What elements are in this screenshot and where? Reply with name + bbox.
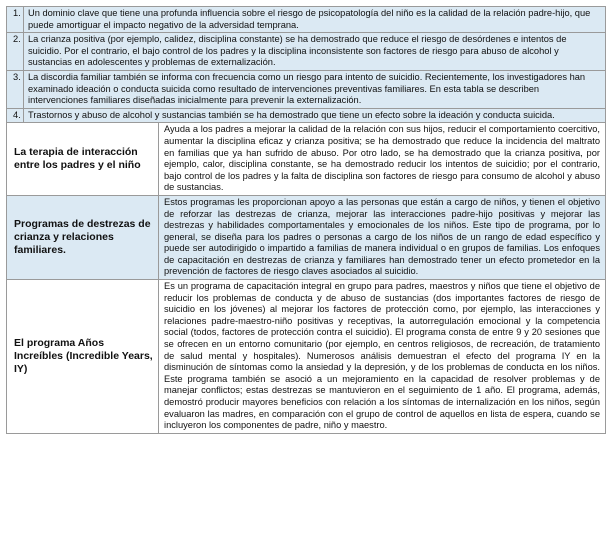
intro-text: Trastornos y abuso de alcohol y sustancias también se ha demostrado que tiene un efecto sobre la ideación y conducta suicida. [24, 108, 606, 123]
intro-number: 1. [7, 7, 24, 33]
intro-text: Un dominio clave que tiene una profunda influencia sobre el riesgo de psicopatología del niño es la calidad de la relación padre-hijo, que puede amortiguar el impacto negativo de la adversidad temprana. [24, 7, 606, 33]
interventions-table [6, 6, 606, 434]
intro-number: 4. [7, 108, 24, 123]
intro-text: La crianza positiva (por ejemplo, calidez, disciplina constante) se ha demostrado que reduce el riesgo de desórdenes e intentos de suicidio. Por el contrario, el bajo control de los padres y la disciplina inconsistente son factores de riesgo para abuso de alcohol y sustancias en adolescentes y problemas de externalización. [24, 33, 606, 71]
program-row-pcit [7, 123, 606, 196]
intro-row [7, 7, 606, 33]
program-name: La terapia de interacción entre los padres y el niño [7, 123, 159, 196]
document-page [6, 6, 606, 434]
intro-text: La discordia familiar también se informa con frecuencia como un riesgo para intento de suicidio. Recientemente, los investigadores han examinado ideación o conducta suicida como resultado de intervenciones preventivas familiares. En esta tabla se describen intervenciones familiares diseñadas inicialmente para prevenir la externalización. [24, 70, 606, 108]
program-row-parenting-skills [7, 195, 606, 279]
program-description: Estos programas les proporcionan apoyo a las personas que están a cargo de niños, y tienen el objetivo de reforzar las destrezas de crianza, mejorar las interacciones padre-hijo positivas y mejorar las destrezas y habilidades comportamentales y emocionales de los niños. Este tipo de programa, por lo general, se diseña para los padres o personas a cargo de los niños de un rango de edad específico y puede ser autodirigido o impartido a familias de manera individual o en grupos de familias. Los enfoques de capacitación en destrezas de crianza y familiares han demostrado tener un efecto prometedor en la prevención de factores de riesgo claves asociados al suicidio. [159, 195, 606, 279]
intro-number: 2. [7, 33, 24, 71]
intro-row [7, 108, 606, 123]
program-name: El programa Años Increíbles (Incredible Years, IY) [7, 280, 159, 434]
program-row-incredible-years [7, 280, 606, 434]
intro-row [7, 70, 606, 108]
program-description: Ayuda a los padres a mejorar la calidad de la relación con sus hijos, reducir el comportamiento coercitivo, aumentar la disciplina eficaz y crianza positiva; se ha demostrado que reduce la incidencia del maltrato en familias que ya han sufrido de abuso. Por otro lado, se ha demostrado que la crianza positiva, por ejemplo, calor, disciplina constante, se ha demostrado reducir los intentos de suicidio; por el contrario, bajo control de los padres y la falta de disciplina son factores de riesgo para consumo de alcohol y abuso de sustancias. [159, 123, 606, 196]
program-name: Programas de destrezas de crianza y relaciones familiares. [7, 195, 159, 279]
intro-number: 3. [7, 70, 24, 108]
intro-row [7, 33, 606, 71]
program-description: Es un programa de capacitación integral en grupo para padres, maestros y niños que tiene el objetivo de reducir los problemas de conducta y de abuso de sustancias (dos importantes factores de riesgo de suicidio en los jóvenes) al mejorar los factores de protección como, por ejemplo, las interacciones y relaciones padre-maestro-niño positivas y receptivas, la autorregulación emocional y la competencia social (todos, factores de protección contra el suicidio). El programa consta de entre 9 y 20 sesiones que se ofrecen en un entorno comunitario (por ejemplo, en centros religiosos, de recreación, de tratamiento de salud mental y hospitales). Numerosos análisis demuestran el efecto del programa IY en la disminución de síntomas como la ansiedad y la depresión, y de los problemas de conducta en los niños. Este programa también se asoció a un mejoramiento en la capacidad de resolver problemas y de manejar conflictos; estas destrezas se mantuvieron en el seguimiento de 1 año. El programa, además, demostró producir mayores beneficios con relación a los síntomas de internalización en los niños, según evaluaron las madres, en comparación con el grupo de control de aquellos en lista de espera, cuando se incluyeron los componentes de padre, niño y maestro. [159, 280, 606, 434]
